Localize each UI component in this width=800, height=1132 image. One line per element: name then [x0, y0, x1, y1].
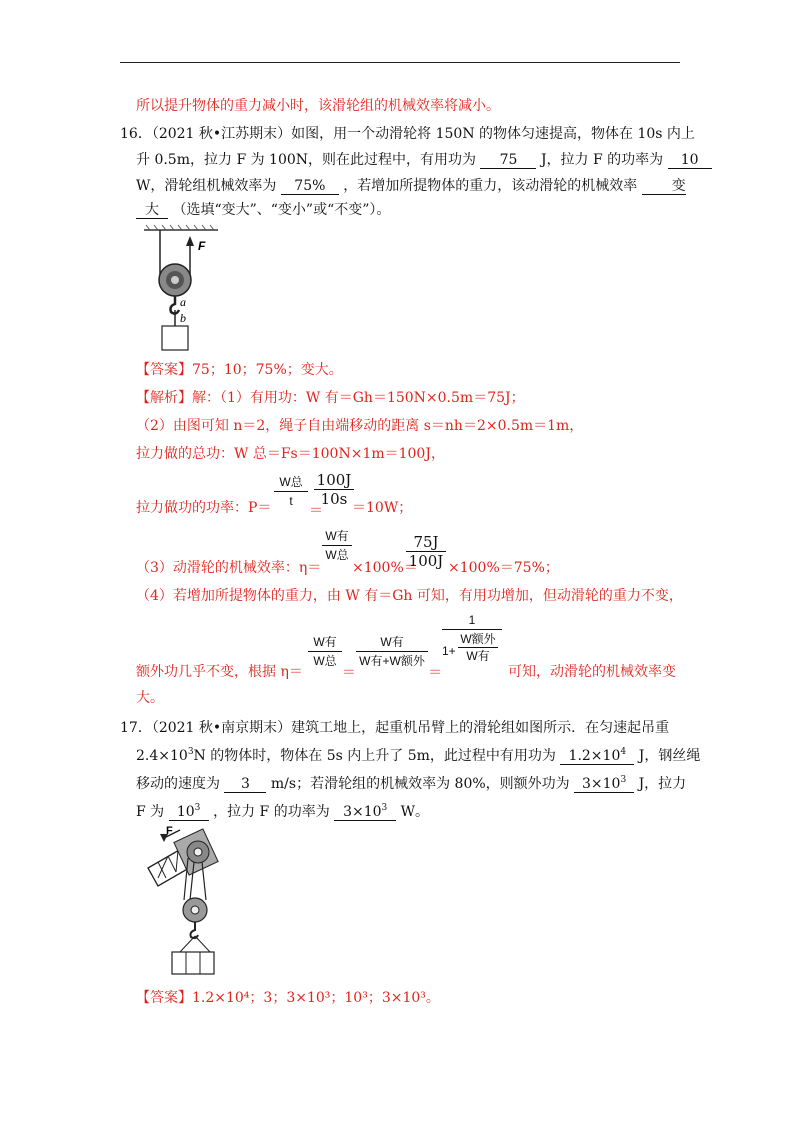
q16-power-fraction-numeric: 100J 10s — [314, 472, 354, 507]
q16-efficiency-mid: ×100%＝ — [352, 560, 418, 576]
q16-pulley-figure — [138, 224, 228, 364]
q16-final-fraction-2: W有 W有+W额外 — [356, 634, 428, 669]
q17-blank-speed: 3 — [224, 776, 266, 793]
q16-final-text: 额外功几乎不变，根据 η＝ — [136, 664, 303, 680]
q16-analysis-step2: （2）由图可知 n＝2，绳子自由端移动的距离 s＝nh＝2×0.5m＝1m， — [136, 418, 584, 434]
analysis-tag: 【解析】 — [136, 390, 192, 406]
q17-blank-extra-work: $3\times 10^3$ — [574, 776, 634, 793]
continuation-text: 所以提升物体的重力减小时，该滑轮组的机械效率将减小。 — [136, 98, 500, 114]
q16-blank-change-b: 大 — [136, 202, 168, 219]
q16-final-end: 大。 — [136, 690, 164, 706]
q16-fig-label-a: a — [180, 295, 186, 309]
q16-analysis-step3: 拉力做的总功：W 总＝Fs＝100N×1m＝100J， — [136, 446, 445, 462]
q16-final-fraction-3: 1 1+ W额外 W有 — [442, 612, 502, 671]
answer-tag: 【答案】 — [136, 362, 192, 378]
q16-blank-useful-work: 75 — [480, 152, 536, 169]
q16-efficiency-fraction-symbolic: W有 W总 — [322, 528, 352, 563]
q16-stem-line1: 16．（2021 秋•江苏期末）如图，用一个动滑轮将 150N 的物体匀速提高，物体在 10s 内上 — [120, 126, 695, 142]
q16-power-result: ＝10W； — [352, 500, 413, 516]
q16-fig-label-b: b — [180, 311, 186, 325]
q17-stem-line2: $2.4\times 10^3N$ 的物体时，物体在 5s 内上升了 5m，此过程中有用功为 $1.2\times 10^4$ J，钢丝绳 — [136, 747, 701, 764]
q16-efficiency-result: ×100%＝75%； — [448, 560, 559, 576]
q17-crane-figure — [140, 824, 250, 984]
q17-stem-line3: 移动的速度为 3 m/s；若滑轮组的机械效率为 80%，则额外功为 $3\times 10^3$ J，拉力 — [136, 775, 687, 792]
q16-final-fraction-1: W有 W总 — [308, 634, 342, 669]
q16-stem-line2: 升 0.5m，拉力 F 为 100N，则在此过程中，有用功为 75 J，拉力 F 的功率为 10 — [136, 150, 712, 170]
answer-tag: 【答案】 — [136, 990, 192, 1006]
q16-power-text: 拉力做功的功率：P＝ — [136, 500, 272, 516]
q16-blank-efficiency: 75% — [281, 178, 339, 195]
q16-power-fraction-symbolic: W总 t — [274, 474, 308, 509]
q16-stem-line3: W，滑轮组机械效率为 75% ，若增加所提物体的重力，该动滑轮的机械效率 变 — [136, 178, 686, 194]
q16-analysis-step4: （4）若增加所提物体的重力，由 W 有＝Gh 可知，有用功增加，但动滑轮的重力不变， — [136, 588, 683, 604]
q16-fig-force-label: F — [198, 239, 206, 253]
q16-final-tail: 可知，动滑轮的机械效率变 — [508, 664, 676, 680]
q16-blank-power: 10 — [668, 152, 712, 169]
q17-answer: 【答案】1.2×10⁴；3；3×10³；10³；3×10³。 — [136, 990, 440, 1006]
q17-fig-force-label: F — [166, 825, 173, 837]
header-rule — [120, 62, 680, 63]
q16-analysis-step1: 【解析】解：（1）有用功：W 有＝Gh＝150N×0.5m＝75J； — [136, 390, 525, 406]
q17-blank-useful-work: $1.2\times 10^4$ — [560, 748, 634, 765]
q17-stem-line1: 17．（2021 秋•南京期末）建筑工地上，起重机吊臂上的滑轮组如图所示．在匀速起吊重 — [120, 720, 670, 736]
q17-blank-force: $10^3$ — [169, 804, 209, 821]
q16-blank-change-a: 变 — [642, 178, 686, 195]
q17-stem-line4: F 为 $10^3$ ，拉力 F 的功率为 $3\times 10^3$ W。 — [136, 803, 429, 820]
q16-stem-line4: 大 （选填“变大”、“变小”或“不变”）。 — [136, 200, 390, 220]
q16-efficiency-text: （3）动滑轮的机械效率：η＝ — [136, 560, 322, 576]
q17-blank-power: $3\times 10^3$ — [334, 804, 396, 821]
q16-answer: 【答案】75；10；75%；变大。 — [136, 362, 343, 378]
q16-efficiency-fraction-numeric: 75J 100J — [406, 534, 446, 569]
